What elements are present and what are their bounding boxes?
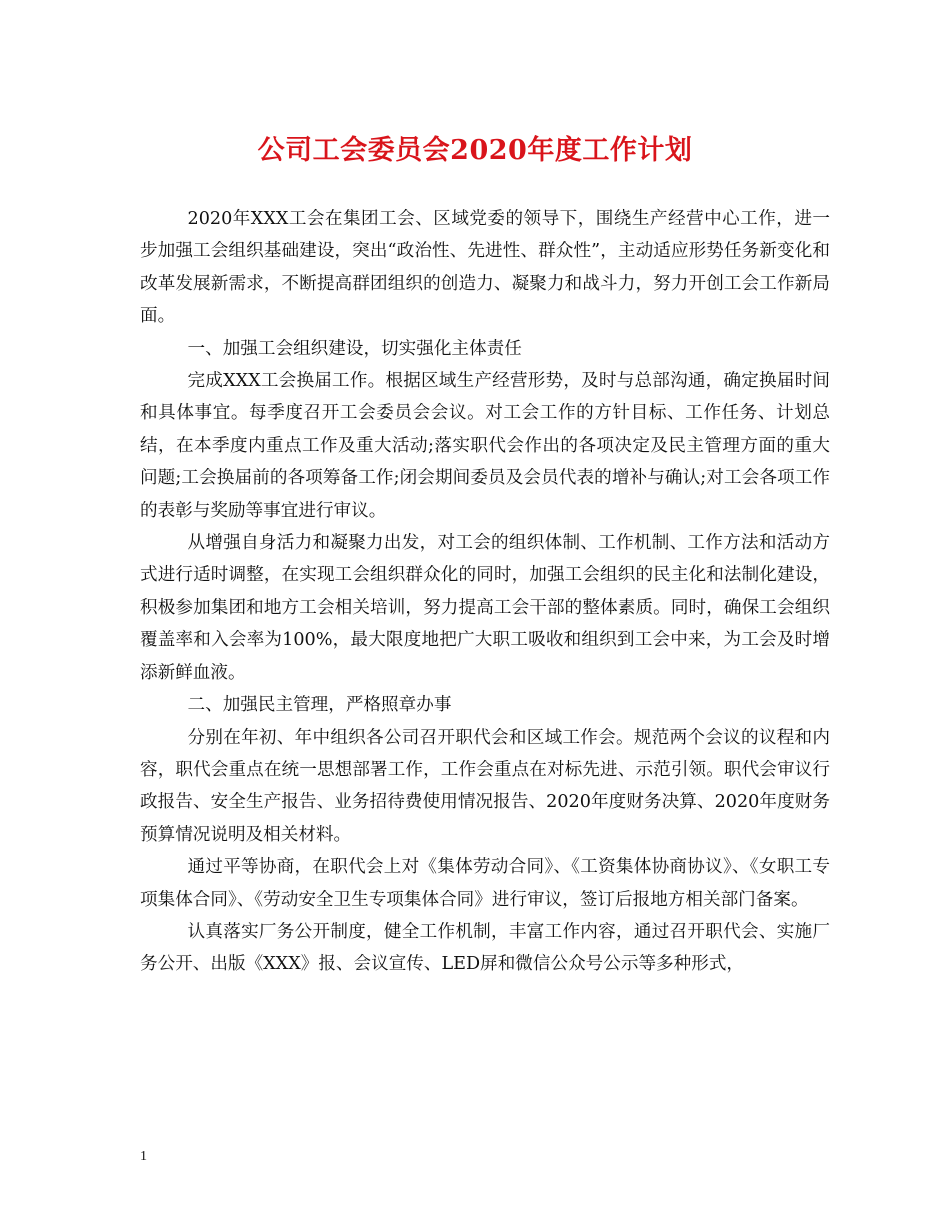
paragraph: 分别在年初、年中组织各公司召开职代会和区域工作会。规范两个会议的议程和内容，职代会重点在统一思想部署工作，工作会重点在对标先进、示范引领。职代会审议行政报告、安全生产报告、业务招待费使用情况报告、2020年度财务决算、2020年度财务预算情况说明及相关材料。 xyxy=(140,727,830,845)
paragraph: 从增强自身活力和凝聚力出发，对工会的组织体制、工作机制、工作方法和活动方式进行适时调整，在实现工会组织群众化的同时，加强工会组织的民主化和法制化建设，积极参加集团和地方工会相关培训，努力提高工会干部的整体素质。同时，确保工会组织覆盖率和入会率为100%，最大限度地把广大职工吸收和组织到工会中来，为工会及时增添新鲜血液。 xyxy=(140,533,830,683)
paragraph: 认真落实厂务公开制度，健全工作机制，丰富工作内容，通过召开职代会、实施厂务公开、出版《XXX》报、会议宣传、LED屏和微信公众号公示等多种形式， xyxy=(140,921,830,975)
paragraph-intro: 2020年XXX工会在集团工会、区域党委的领导下，围绕生产经营中心工作，进一步加强工会组织基础建设，突出“政治性、先进性、群众性”，主动适应形势任务新变化和改革发展新需求，不断提高群团组织的创造力、凝聚力和战斗力，努力开创工会工作新局面。 xyxy=(140,209,830,327)
document-body xyxy=(140,203,830,981)
page-number: 1 xyxy=(140,1149,147,1164)
section-heading-1: 一、加强工会组织建设，切实强化主体责任 xyxy=(187,338,522,359)
paragraph: 通过平等协商，在职代会上对《集体劳动合同》、《工资集体协商协议》、《女职工专项集体合同》、《劳动安全卫生专项集体合同》进行审议，签订后报地方相关部门备案。 xyxy=(140,857,830,910)
document-title: 公司工会委员会2020年度工作计划 xyxy=(257,135,693,166)
section-heading-2: 二、加强民主管理，严格照章办事 xyxy=(187,695,452,716)
paragraph: 完成XXX工会换届工作。根据区域生产经营形势，及时与总部沟通，确定换届时间和具体事宜。每季度召开工会委员会会议。对工会工作的方针目标、工作任务、计划总结，在本季度内重点工作及重大活动;落实职代会作出的各项决定及民主管理方面的重大问题;工会换届前的各项筹备工作;闭会期间委员及会员代表的增补与确认;对工会各项工作的表彰与奖励等事宜进行审议。 xyxy=(140,371,830,521)
